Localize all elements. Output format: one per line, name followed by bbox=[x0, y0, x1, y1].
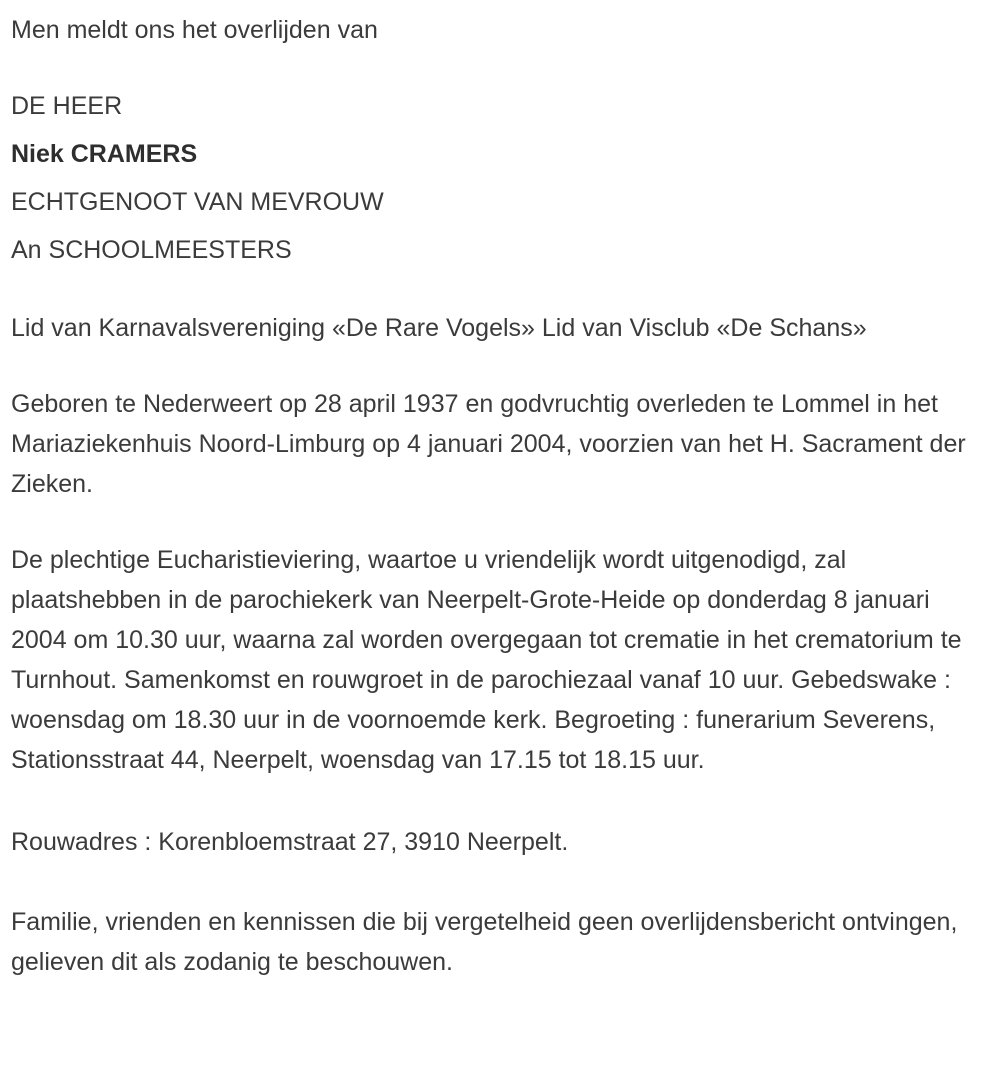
deceased-block bbox=[11, 82, 986, 274]
intro-line: Men meldt ons het overlijden van bbox=[11, 16, 378, 44]
deceased-salutation: DE HEER bbox=[11, 92, 123, 120]
memberships-paragraph: Lid van Karnavalsvereniging «De Rare Vogels» Lid van Visclub «De Schans» bbox=[11, 314, 867, 342]
spouse-name: An SCHOOLMEESTERS bbox=[11, 236, 292, 264]
closing-paragraph: Familie, vrienden en kennissen die bij vergetelheid geen overlijdensbericht ontvingen, gelieven dit als zodanig te beschouwen. bbox=[11, 908, 958, 976]
deceased-name: Niek CRAMERS bbox=[11, 140, 198, 168]
ceremony-paragraph: De plechtige Eucharistieviering, waartoe u vriendelijk wordt uitgenodigd, zal plaatshebben in de parochiekerk van Neerpelt-Grote-Heide op donderdag 8 januari 2004 om 10.30 uur, waarna zal worden overgegaan tot crematie in het crematorium te Turnhout. Samenkomst en rouwgroet in de parochiezaal vanaf 10 uur. Gebedswake : woensdag om 18.30 uur in de voornoemde kerk. Begroeting : funerarium Severens, Stationsstraat 44, Neerpelt, woensdag van 17.15 tot 18.15 uur. bbox=[11, 546, 962, 774]
life-dates-paragraph: Geboren te Nederweert op 28 april 1937 en godvruchtig overleden te Lommel in het Mariaziekenhuis Noord-Limburg op 4 januari 2004, voorzien van het H. Sacrament der Zieken. bbox=[11, 390, 966, 498]
mourning-address-paragraph: Rouwadres : Korenbloemstraat 27, 3910 Neerpelt. bbox=[11, 828, 569, 856]
obituary-document bbox=[11, 10, 986, 982]
spouse-relation-line: ECHTGENOOT VAN MEVROUW bbox=[11, 188, 384, 216]
